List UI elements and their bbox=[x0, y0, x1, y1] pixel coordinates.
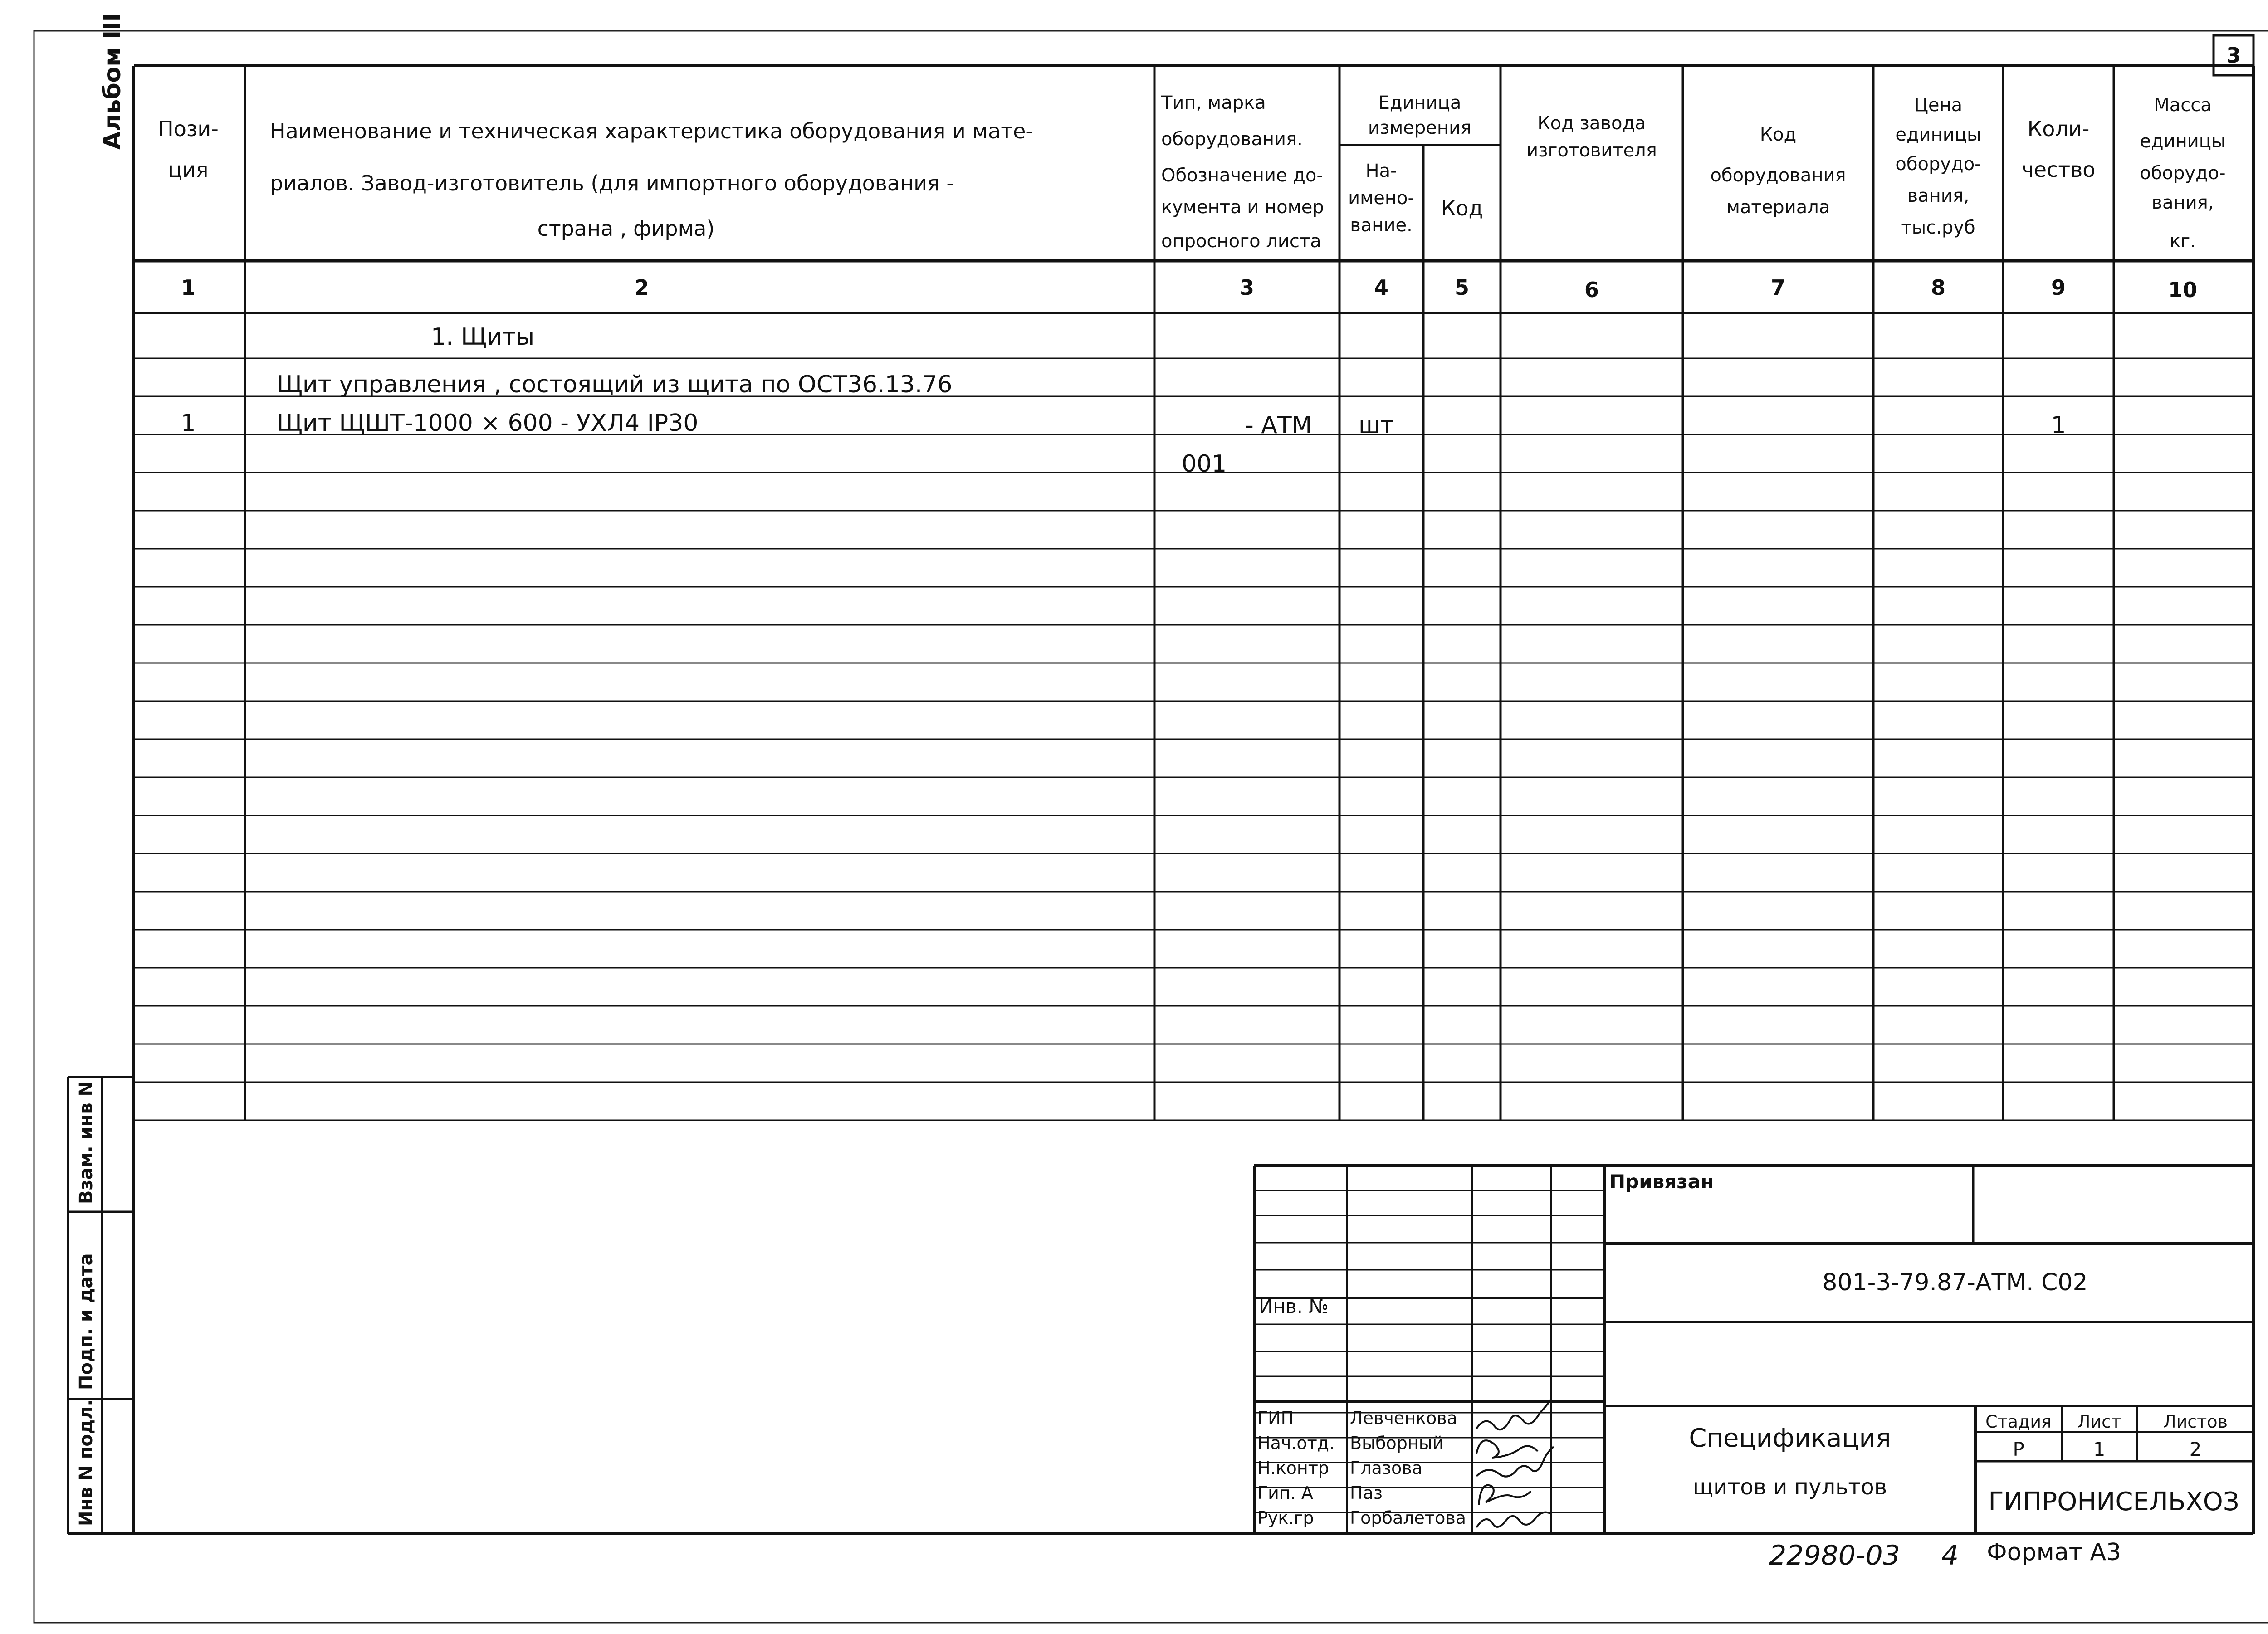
col8-header-l1: Цена bbox=[1914, 95, 1963, 116]
col8-header-l3: оборудо- bbox=[1895, 154, 1981, 175]
col10-header-l4: вания, bbox=[2151, 192, 2214, 213]
table-header bbox=[158, 93, 2225, 252]
drawing-title-1: Спецификация bbox=[1689, 1424, 1891, 1453]
name-4: Паз bbox=[1350, 1483, 1383, 1503]
side-label-inv-podl: Инв N подл. bbox=[76, 1399, 97, 1526]
col3-header-l2: оборудования. bbox=[1161, 129, 1303, 150]
col4-header-l3: вание. bbox=[1350, 215, 1413, 236]
col5-header: Код bbox=[1441, 196, 1483, 220]
col7-header-l3: материала bbox=[1726, 197, 1830, 218]
col1-header-l2: ция bbox=[168, 157, 209, 182]
col-num-6: 6 bbox=[1584, 278, 1599, 302]
signature-2 bbox=[1476, 1440, 1538, 1458]
col10-header-l5: кг. bbox=[2170, 231, 2196, 252]
sheet-value: 1 bbox=[2093, 1438, 2106, 1460]
col10-header-l1: Масса bbox=[2154, 95, 2212, 116]
document-code: 801-3-79.87-АТМ. С02 bbox=[1822, 1269, 2088, 1296]
col9-header-l1: Коли- bbox=[2027, 117, 2090, 141]
col6-header-l1: Код завода bbox=[1537, 113, 1646, 134]
unit-group-header-l1: Единица bbox=[1378, 93, 1461, 113]
col3-header-l1: Тип, марка bbox=[1161, 93, 1266, 113]
row-3-pos: 1 bbox=[181, 410, 196, 437]
footer bbox=[1769, 1539, 2121, 1571]
role-4: Гип. А bbox=[1257, 1483, 1313, 1503]
col-num-9: 9 bbox=[2051, 275, 2066, 300]
name-2: Выборный bbox=[1350, 1433, 1444, 1453]
sheet-number: 3 bbox=[2226, 43, 2241, 68]
col10-header-l2: единицы bbox=[2140, 131, 2226, 152]
unit-group-header-l2: измерения bbox=[1368, 117, 1472, 138]
stage-label: Стадия bbox=[1985, 1412, 2052, 1432]
col-num-8: 8 bbox=[1931, 275, 1946, 300]
col-num-1: 1 bbox=[181, 275, 196, 300]
sheets-label: Листов bbox=[2163, 1412, 2228, 1432]
col-num-3: 3 bbox=[1239, 275, 1255, 300]
col7-header-l2: оборудования bbox=[1710, 165, 1846, 186]
col3-header-l3: Обозначение до- bbox=[1161, 165, 1323, 186]
table-body bbox=[181, 323, 2066, 478]
registration-number: 22980-03 bbox=[1769, 1540, 1900, 1571]
sheet-number-box bbox=[2214, 35, 2253, 75]
page-number: 4 bbox=[1941, 1540, 1959, 1571]
organization-name: ГИПРОНИСЕЛЬХОЗ bbox=[1988, 1487, 2239, 1517]
name-3: Глазова bbox=[1350, 1458, 1422, 1478]
row-4-type: 001 bbox=[1182, 450, 1227, 478]
col4-header-l2: имено- bbox=[1348, 188, 1414, 209]
col1-header-l1: Пози- bbox=[158, 117, 219, 141]
sheets-value: 2 bbox=[2189, 1438, 2202, 1460]
row-3-qty: 1 bbox=[2051, 412, 2066, 439]
role-3: Н.контр bbox=[1257, 1458, 1329, 1478]
side-label-podp-data: Подп. и дата bbox=[76, 1253, 97, 1390]
name-1: Левченкова bbox=[1350, 1408, 1457, 1428]
col-num-7: 7 bbox=[1770, 275, 1786, 300]
col6-header-l2: изготовителя bbox=[1526, 140, 1657, 161]
outer-frame bbox=[34, 31, 2268, 1623]
col-num-10: 10 bbox=[2168, 278, 2198, 302]
col10-header-l3: оборудо- bbox=[2140, 163, 2226, 184]
col8-header-l4: вания, bbox=[1907, 185, 1970, 206]
name-5: Горбалетова bbox=[1350, 1508, 1466, 1528]
role-5: Рук.гр bbox=[1257, 1508, 1314, 1528]
inv-label: Инв. № bbox=[1259, 1295, 1329, 1317]
row-3-name: Щит ЩШТ-1000 × 600 - УХЛ4 IP30 bbox=[277, 410, 699, 437]
role-2: Нач.отд. bbox=[1257, 1433, 1335, 1453]
col8-header-l5: тыс.руб bbox=[1901, 217, 1975, 238]
col3-header-l4: кумента и номер bbox=[1161, 197, 1324, 218]
col2-header-l1: Наименование и техническая характеристика оборудования и мате- bbox=[270, 119, 1033, 143]
col-num-5: 5 bbox=[1454, 275, 1470, 300]
col-num-2: 2 bbox=[634, 275, 650, 300]
album-label: Альбом III bbox=[99, 13, 126, 150]
main-frame bbox=[68, 66, 2253, 1534]
row-1-name: 1. Щиты bbox=[431, 323, 535, 351]
role-1: ГИП bbox=[1257, 1408, 1294, 1428]
col7-header-l1: Код bbox=[1760, 124, 1797, 145]
signature-1 bbox=[1476, 1399, 1551, 1429]
sheet-label: Лист bbox=[2077, 1412, 2121, 1432]
col9-header-l2: чество bbox=[2021, 157, 2096, 182]
col4-header-l1: На- bbox=[1365, 161, 1397, 181]
col8-header-l2: единицы bbox=[1895, 124, 1981, 145]
col3-header-l5: опросного листа bbox=[1161, 231, 1321, 252]
row-2-name: Щит управления , состоящий из щита по ОСТ36.13.76 bbox=[277, 371, 953, 398]
column-numbers bbox=[181, 275, 2197, 302]
stage-value: Р bbox=[2013, 1438, 2024, 1460]
paper-format: Формат А3 bbox=[1987, 1539, 2121, 1566]
title-block-text bbox=[1257, 1171, 2239, 1528]
col2-header-l2: риалов. Завод-изготовитель (для импортного оборудования - bbox=[270, 171, 954, 195]
col-num-4: 4 bbox=[1374, 275, 1389, 300]
col2-header-l3: страна , фирма) bbox=[537, 216, 715, 241]
privyazan-label: Привязан bbox=[1609, 1171, 1714, 1193]
drawing-title-2: щитов и пультов bbox=[1692, 1474, 1887, 1500]
side-label-vzam-inv: Взам. инв N bbox=[76, 1081, 97, 1204]
row-3-type: - АТМ bbox=[1245, 412, 1312, 439]
row-3-unit: шт bbox=[1359, 412, 1394, 439]
signature-5 bbox=[1476, 1512, 1551, 1527]
